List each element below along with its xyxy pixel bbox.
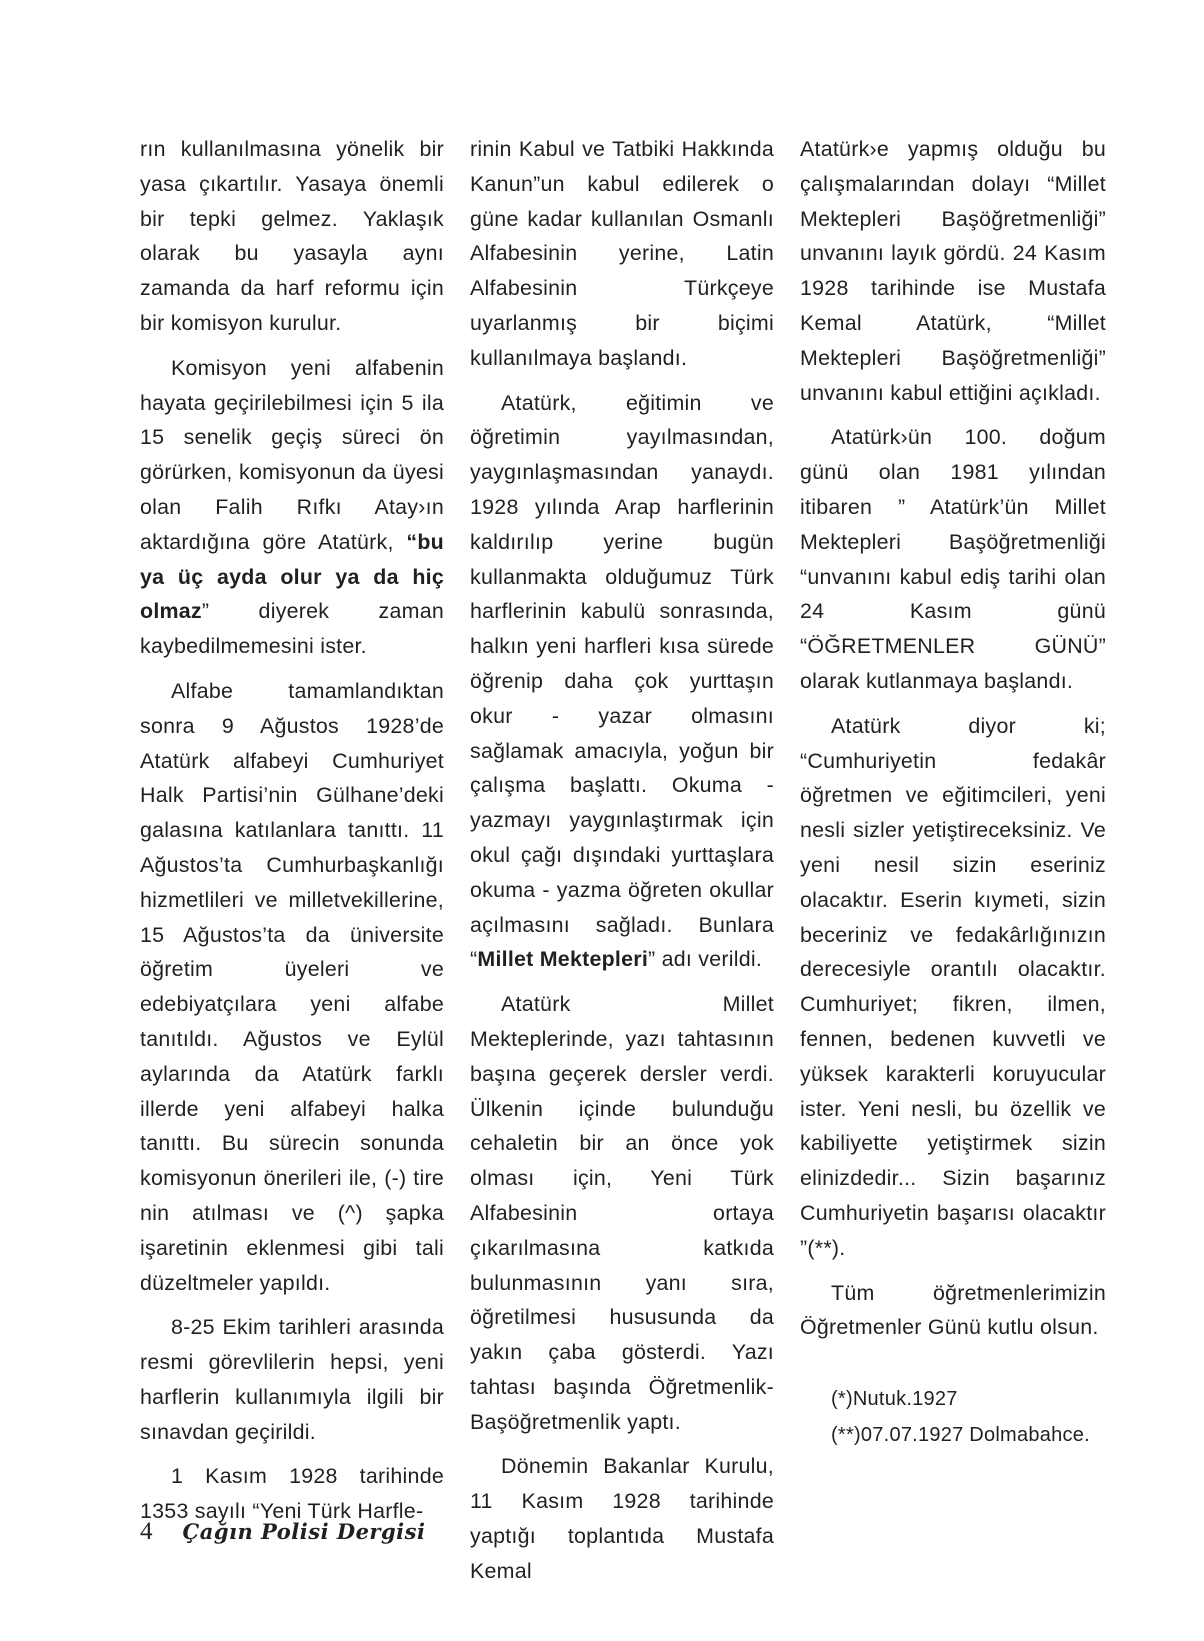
paragraph [140,351,444,664]
text-segment: Atatürk›e yapmış olduğu bu çalışmalarından dolayı “Millet Mektepleri Başöğretmenliği” unvanını layık gördü. 24 Kasım 1928 tarihinde ise Mustafa Kemal Atatürk, “Millet Mektepleri Başöğretmenliği” unvanını kabul ettiğini açıkladı. [800,137,1106,405]
paragraph [470,1449,774,1588]
text-segment: Tüm öğretmenlerimizin Öğretmenler Günü kutlu olsun. [800,1280,1106,1340]
paragraph [470,987,774,1439]
article-column-2 [470,132,774,1599]
text-segment: 8-25 Ekim tarihleri arasında resmi görevlilerin hepsi, yeni harflerin kullanımıyla ilgili bir sınavdan geçirildi. [140,1315,444,1444]
footnote: (*)Nutuk.1927 [831,1388,958,1411]
footnote: (**)07.07.1927 Dolmabahce. [831,1424,1090,1447]
text-segment: Atatürk Millet Mekteplerinde, yazı tahtasının başına geçerek dersler verdi. Ülkenin içinde bulunduğu cehaletin bir an önce yok olması için, Yeni Türk Alfabesinin ortaya çıkarılmasına katkıda bulunmasının yanı sıra, öğretilmesi hususunda da yakın çaba gösterdi. Yazı tahtası başında Öğretmenlik- Başöğretmenlik yaptı. [470,992,774,1434]
text-segment: Atatürk diyor ki; “Cumhuriyetin fedakâr öğretmen ve eğitimcileri, yeni nesli sizler yetiştireceksiniz. Ve yeni nesil sizin eseriniz olacaktır. Eserin kıymeti, sizin beceriniz ve fedakârlığınızın derecesiyle orantılı olacaktır. Cumhuriyet; fikren, ilmen, fennen, bedenen kuvvetli ve yüksek karakterli koruyucular ister. Yeni nesli, bu özellik ve kabiliyette yetiştirmek sizin elinizdedir... Sizin başarınız Cumhuriyetin başarısı olacaktır ”(**). [800,713,1106,1260]
paragraph [140,1310,444,1449]
paragraph [800,709,1106,1266]
text-segment: rın kullanılmasına yönelik bir yasa çıkartılır. Yasaya önemli bir tepki gelmez. Yaklaşık olarak bu yasayla aynı zamanda da harf reformu için bir komisyon kurulur. [140,137,444,335]
text-segment: Komisyon yeni alfabenin hayata geçirilebilmesi için 5 ila 15 senelik geçiş süreci ön görürken, komisyonun da üyesi olan Falih Rıfkı Atay›ın aktardığına göre Atatürk, [140,355,444,554]
text-segment: ” adı verildi. [648,947,763,972]
paragraph [470,386,774,978]
text-segment: Atatürk›ün 100. doğum günü olan 1981 yılından itibaren ” Atatürk’ün Millet Mektepleri Başöğretmenliği “unvanını kabul ediş tarihi olan 24 Kasım günü “ÖĞRETMENLER GÜNÜ” olarak kutlanmaya başlandı. [800,425,1106,693]
text-segment: rinin Kabul ve Tatbiki Hakkında Kanun”un kabul edilerek o güne kadar kullanılan Osmanlı Alfabesinin yerine, Latin Alfabesinin Türkçeye uyarlanmış bir biçimi kullanılmaya başlandı. [470,137,774,370]
article-column-3 [800,132,1106,1453]
paragraph [140,674,444,1300]
footnotes [800,1381,1106,1453]
text-segment: 1 Kasım 1928 tarihinde 1353 sayılı “Yeni Türk Harfle- [140,1464,444,1524]
paragraph [800,1276,1106,1346]
bold-text: Millet Mektepleri [477,947,649,972]
text-segment: Alfabe tamamlandıktan sonra 9 Ağustos 1928’de Atatürk alfabeyi Cumhuriyet Halk Partisi’nin Gülhane’deki galasına katılanlara tanıttı. 11 Ağustos’ta Cumhurbaşkanlığı hizmetlileri ve milletvekillerine, 15 Ağustos’ta da üniversite öğretim üyeleri ve edebiyatçılara yeni alfabe tanıtıldı. Ağustos ve Eylül aylarında da Atatürk farklı illerde yeni alfabeyi halka tanıttı. Bu sürecin sonunda komisyonun önerileri ile, (-) tire nin atılması ve (^) şapka işaretinin eklenmesi gibi tali düzeltmeler yapıldı. [140,678,444,1295]
magazine-title: Çağın Polisi Dergisi [182,1519,426,1544]
page-number: 4 [140,1518,153,1545]
paragraph [140,132,444,341]
bold-text: “bu ya üç ayda olur ya da hiç olmaz [140,529,444,624]
paragraph [800,132,1106,410]
text-segment: ” diyerek zaman kaybedilmemesini ister. [140,599,444,659]
paragraph [800,420,1106,698]
page-footer [140,1518,425,1558]
paragraph [470,132,774,376]
text-segment: Atatürk, eğitimin ve öğretimin yayılmasından, yaygınlaşmasından yanaydı. 1928 yılında Arap harflerinin kaldırılıp yerine bugün kullanmakta olduğumuz Türk harflerinin kabulü sonrasında, halkın yeni harfleri kısa sürede öğrenip daha çok yurttaşın okur - yazar olmasını sağlamak amacıyla, yoğun bir çalışma başlattı. Okuma - yazmayı yaygınlaştırmak için okul çağı dışındaki yurttaşlara okuma - yazma öğreten okullar açılmasını sağladı. Bunlara “ [470,390,774,972]
text-segment: Dönemin Bakanlar Kurulu, 11 Kasım 1928 tarihinde yaptığı toplantıda Mustafa Kemal [470,1454,774,1583]
article-column-1 [140,132,444,1539]
